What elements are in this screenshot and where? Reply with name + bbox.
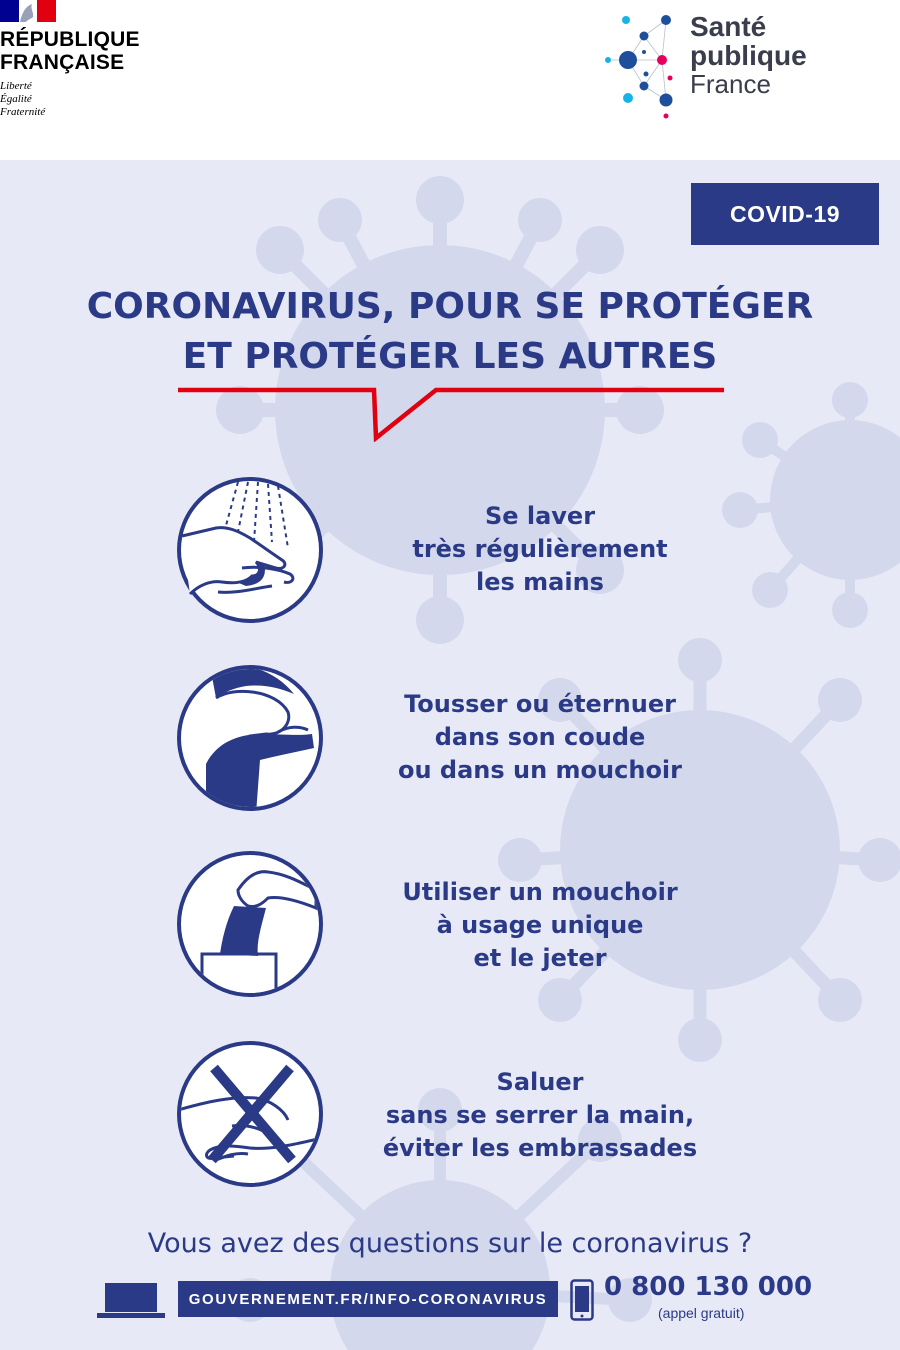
hotline-free-note: (appel gratuit) bbox=[658, 1305, 745, 1321]
step-cough-elbow-text: Tousser ou éternuer dans son coude ou dans un mouchoir bbox=[397, 690, 682, 784]
info-coronavirus-link[interactable]: GOUVERNEMENT.FR/INFO-CORONAVIRUS bbox=[178, 1281, 558, 1317]
sante-publique-france-wordmark: Santé publique France bbox=[690, 11, 807, 99]
covid-19-badge: COVID-19 bbox=[691, 183, 879, 245]
hotline-number[interactable]: 0 800 130 000 bbox=[604, 1272, 813, 1302]
republique-francaise: RÉPUBLIQUE FRANÇAISE bbox=[0, 28, 140, 74]
step-no-handshake-text: Saluer sans se serrer la main, éviter les embrassades bbox=[382, 1068, 698, 1162]
tissue-bin-icon bbox=[176, 850, 324, 998]
laptop-icon bbox=[96, 1280, 166, 1320]
speech-bubble-underline-icon bbox=[176, 380, 726, 442]
headline: CORONAVIRUS, POUR SE PROTÉGER ET PROTÉGER LES AUTRES bbox=[86, 286, 814, 377]
sante-publique-logo-icon bbox=[600, 8, 700, 120]
marianne-flag-icon bbox=[0, 0, 56, 22]
step-wash-hands-text: Se laver très régulièrement les mains bbox=[412, 502, 668, 596]
cough-elbow-icon bbox=[176, 664, 324, 812]
smartphone-icon bbox=[570, 1279, 594, 1321]
hand-washing-icon bbox=[176, 476, 324, 624]
header bbox=[0, 0, 900, 160]
step-single-use-tissue-text: Utiliser un mouchoir à usage unique et le jeter bbox=[402, 878, 678, 972]
no-handshake-icon bbox=[176, 1040, 324, 1188]
republic-motto: Liberté Égalité Fraternité bbox=[0, 80, 46, 118]
questions-heading: Vous avez des questions sur le coronavirus ? bbox=[147, 1228, 753, 1259]
